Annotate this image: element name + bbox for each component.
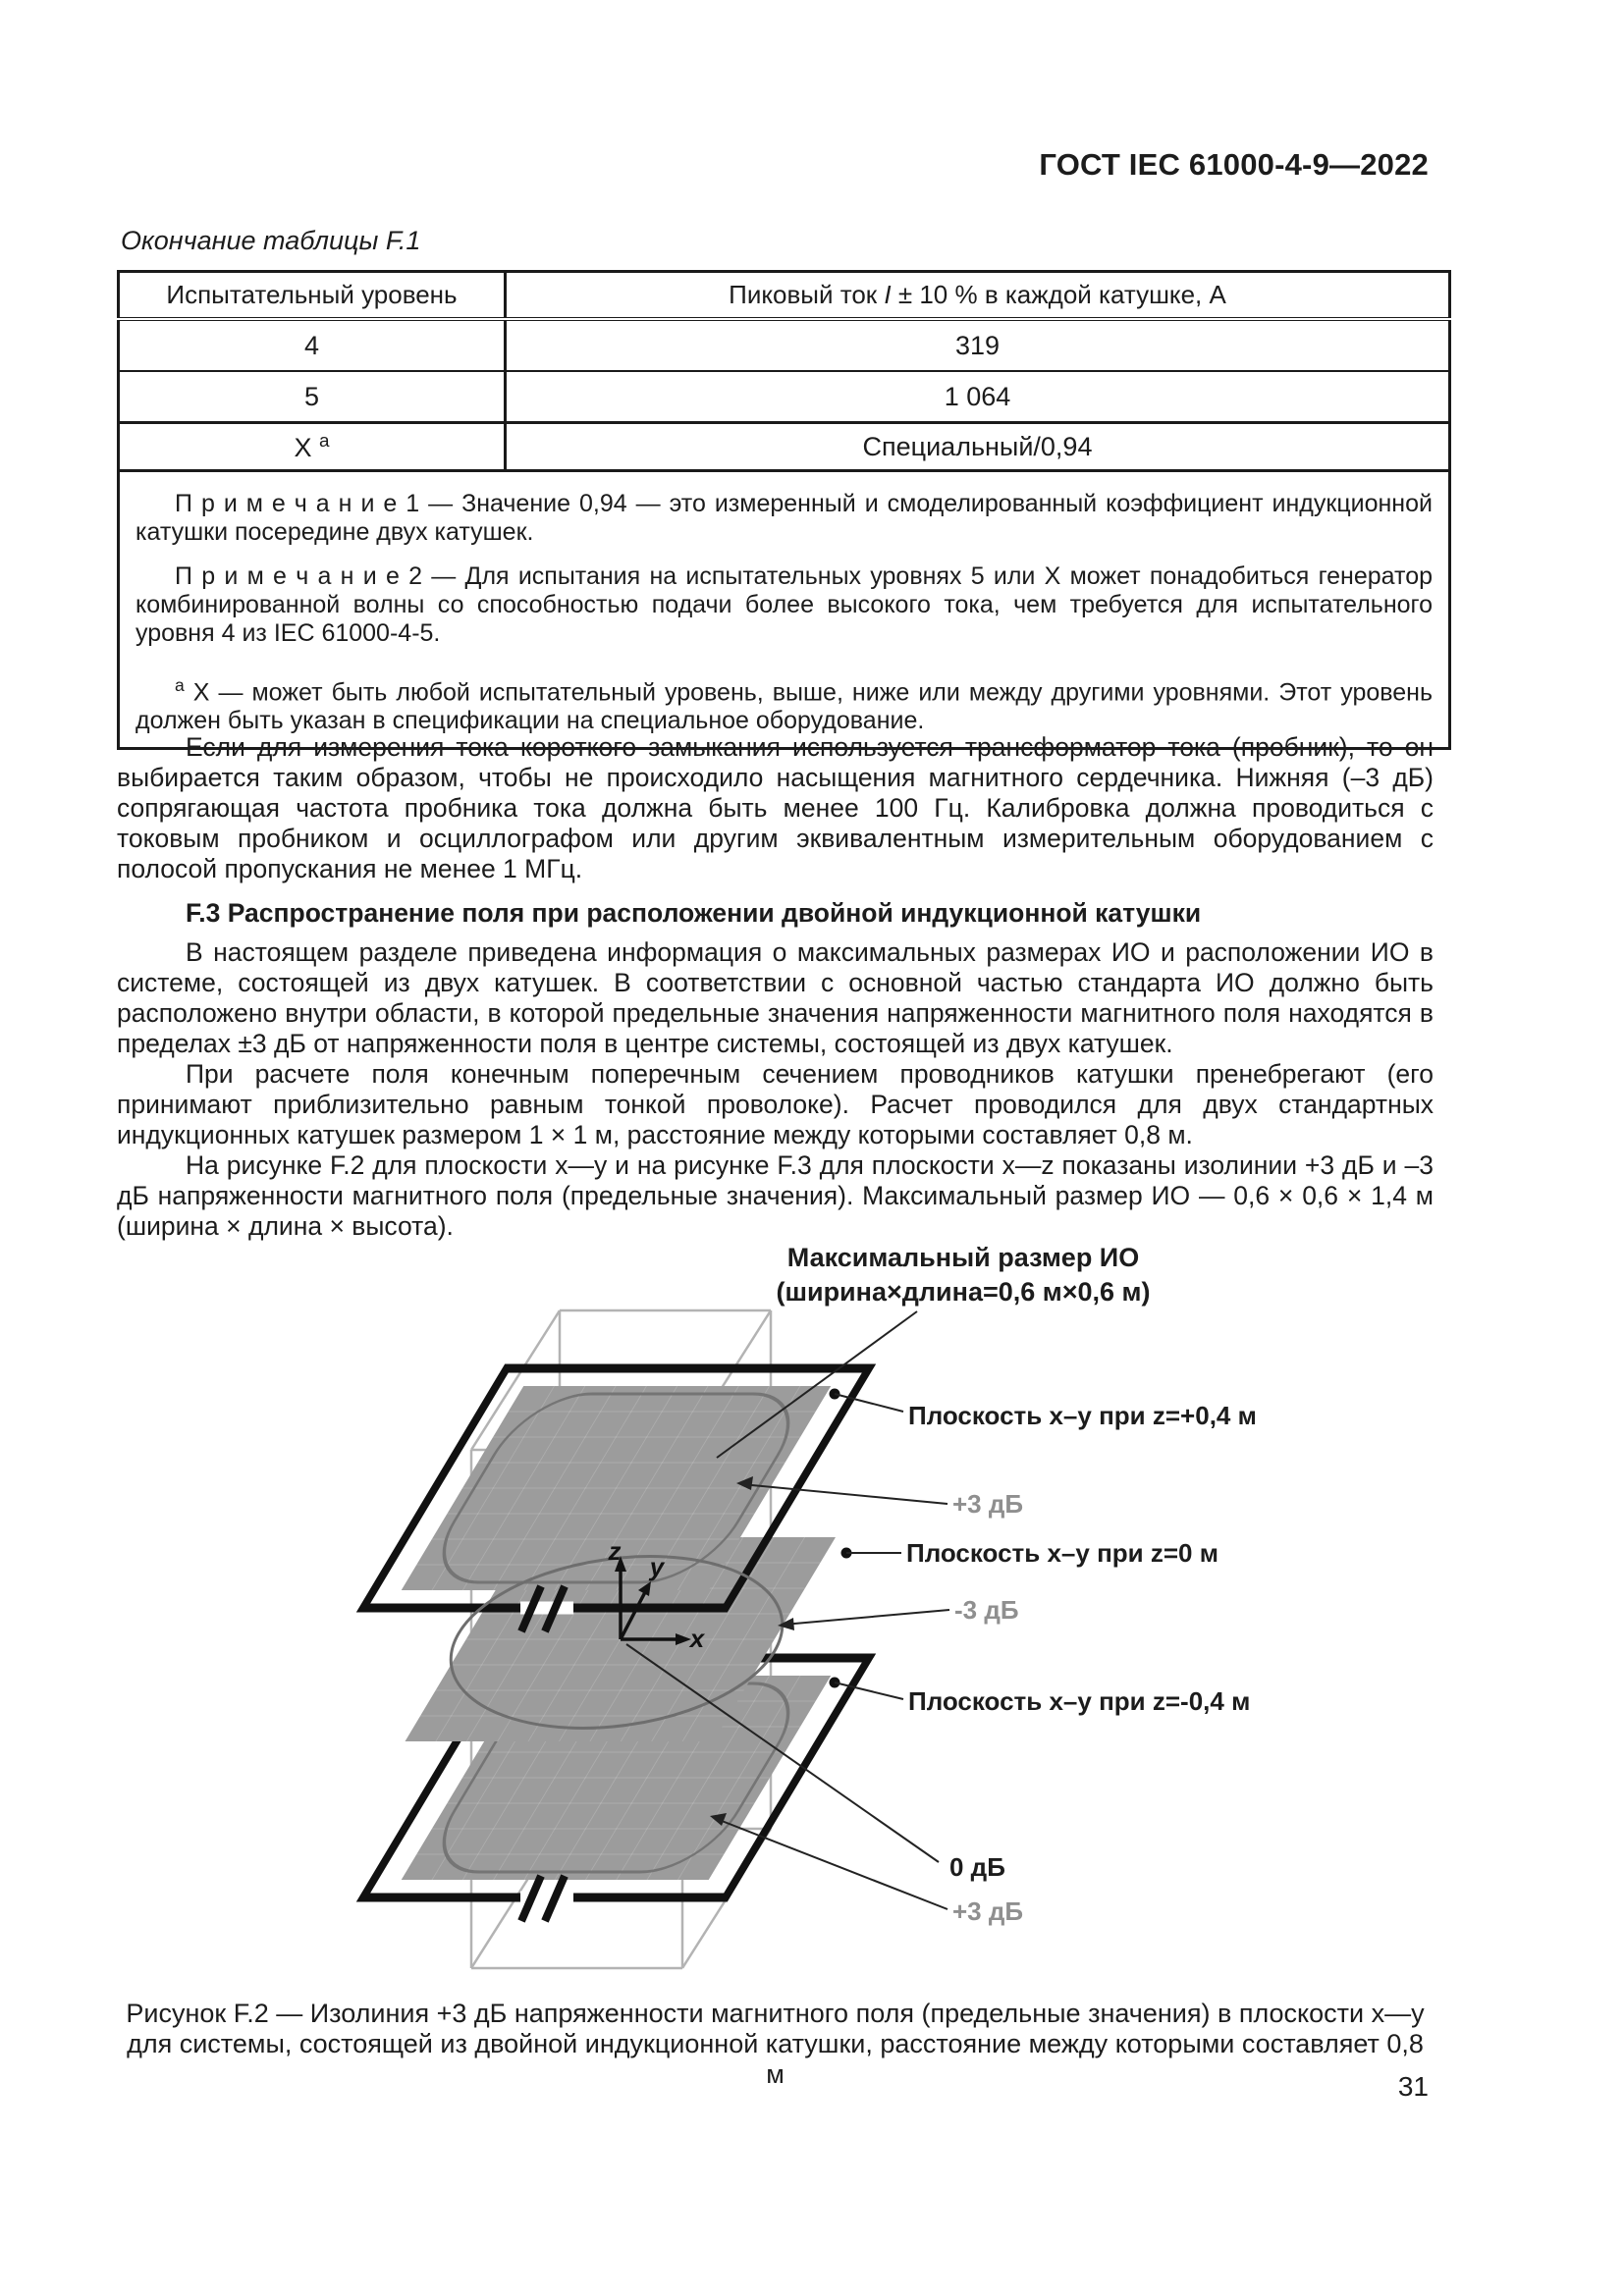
max-size-leader (717, 1311, 917, 1458)
zerodb-label: 0 дБ (949, 1852, 1005, 1882)
section-heading-f3: F.3 Распространение поля при расположении двойной индукционной катушки (186, 898, 1202, 928)
plane-mid-label: Плоскость x–y при z=0 м (906, 1538, 1218, 1568)
level-cell (119, 423, 506, 471)
footnote-text: X — может быть любой испытательный уровень, выше, ниже или между другими уровнями. Этот уровень должен быть указан в спецификации на специальное оборудование. (135, 678, 1433, 735)
max-size-label-line2: (ширина×длина=0,6 м×0,6 м) (776, 1277, 1151, 1307)
col-header-peak-current-text: Пиковый ток (729, 280, 885, 309)
note-1: П р и м е ч а н и е 1 — Значение 0,94 — это измеренный и смоделированный коэффициент индукционной катушки посередине двух катушек. (135, 490, 1433, 546)
minus3-label: -3 дБ (954, 1595, 1019, 1625)
table-row (119, 319, 1450, 371)
table-notes-cell (119, 471, 1450, 749)
current-cell: 1 064 (506, 371, 1450, 423)
plus3-top-leader (742, 1484, 947, 1504)
level-cell: 5 (119, 371, 506, 423)
paragraph-section-info: В настоящем разделе приведена информация о максимальных размерах ИО и расположении ИО в системе, состоящей из двух катушек. В соответствии с основной частью стандарта ИО должно быть расположено внутри области, в которой предельные значения напряженности магнитного поля находятся в пределах ±3 дБ от напряженности поля в центре системы, состоящей из двух катушек. (117, 937, 1434, 1058)
table-notes-row (119, 471, 1450, 749)
level-x: X (294, 432, 312, 462)
y-axis-label: y (649, 1552, 665, 1581)
table-header-row (119, 272, 1450, 320)
col-header-peak-current (506, 272, 1450, 320)
test-levels-table (117, 270, 1451, 750)
standard-designation: ГОСТ IEC 61000-4-9—2022 (1039, 147, 1429, 182)
table-continuation-caption: Окончание таблицы F.1 (121, 226, 421, 255)
col-header-test-level: Испытательный уровень (119, 272, 506, 320)
paragraph-field-calculation: При расчете поля конечным поперечным сечением проводников катушки пренебрегают (его принимают приблизительно равным тонкой проволоке). Расчет проводился для двух стандартных индукционных катушек размером 1 × 1 м, расстояние между которыми составляет 0,8 м. (117, 1059, 1434, 1149)
level-cell: 4 (119, 319, 506, 371)
paragraph-current-probe: Если для измерения тока короткого замыкания используется трансформатор тока (пробник), то он выбирается таким образом, чтобы не происходило насыщения магнитного сердечника. Нижняя (–3 дБ) сопрягающая частота пробника тока должна быть менее 100 Гц. Калибровка должна проводиться с токовым пробником и осциллографом или другим эквивалентным измерительным оборудованием с полосой пропускания не менее 1 МГц. (117, 732, 1434, 883)
footnote-marker: a (319, 430, 330, 452)
plane-bottom-label: Плоскость x–y при z=-0,4 м (908, 1686, 1251, 1716)
z-axis-label: z (608, 1536, 622, 1566)
figure-f2-diagram (265, 1222, 1345, 2037)
plus3-bottom-label: +3 дБ (952, 1896, 1024, 1926)
table-row (119, 371, 1450, 423)
table-row (119, 423, 1450, 471)
plane-top-label: Плоскость x–y при z=+0,4 м (908, 1401, 1257, 1430)
note-2: П р и м е ч а н и е 2 — Для испытания на испытательных уровнях 5 или X может понадобиться генератор комбинированной волны со способностью подачи более высокого тока, чем требуется для испытательного уровня 4 из IEC 61000-4-5. (135, 562, 1433, 647)
plus3-top-label: +3 дБ (952, 1489, 1024, 1519)
current-cell: Специальный/0,94 (506, 423, 1450, 471)
page-number: 31 (1397, 2071, 1429, 2102)
footnote-marker: a (175, 675, 185, 695)
x-axis-label: x (689, 1624, 705, 1653)
paragraph-figures-reference: На рисунке F.2 для плоскости x—y и на рисунке F.3 для плоскости x—z показаны изолинии +3 дБ и –3 дБ напряженности магнитного поля (предельные значения). Максимальный размер ИО — 0,6 × 0,6 × 1,4 м (ширина × длина × высота). (117, 1150, 1434, 1241)
plus3-bottom-leader (717, 1819, 947, 1909)
col-header-current-symbol: I (884, 280, 892, 309)
max-size-label-line1: Максимальный размер ИО (786, 1243, 1140, 1272)
col-header-peak-current-unit: ± 10 % в каждой катушке, А (891, 280, 1226, 309)
figure-caption-line2: для системы, состоящей из двойной индукционной катушки, расстояние между которыми составляет 0,8 м (127, 2029, 1424, 2089)
table-footnote (135, 671, 1433, 735)
figure-caption-line1: Рисунок F.2 — Изолиния +3 дБ напряженности магнитного поля (предельные значения) в плоскости x—y (126, 1999, 1425, 2028)
current-cell: 319 (506, 319, 1450, 371)
body-text (117, 732, 1434, 1242)
minus3-leader (784, 1610, 949, 1625)
